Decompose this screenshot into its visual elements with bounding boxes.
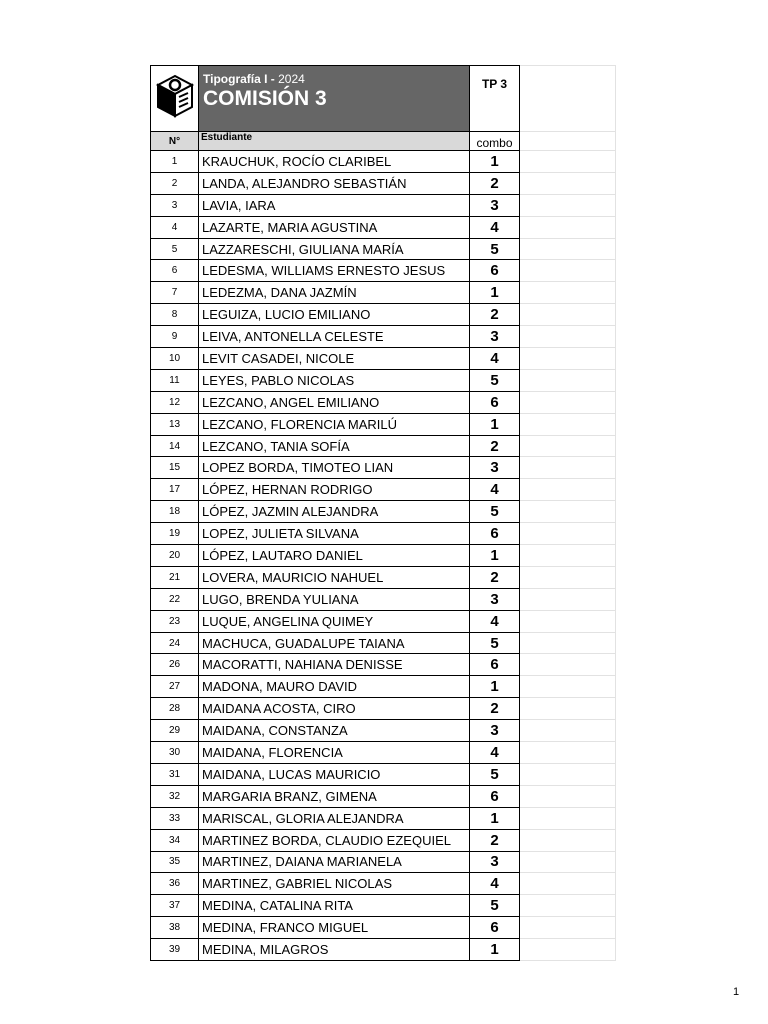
combo-value: 2 <box>470 172 520 194</box>
empty-cell <box>520 742 616 764</box>
combo-column-header: combo <box>470 132 520 151</box>
student-number: 13 <box>151 413 199 435</box>
empty-cell <box>520 369 616 391</box>
table-row <box>151 545 616 567</box>
student-name: LOVERA, MAURICIO NAHUEL <box>199 566 470 588</box>
empty-cell <box>520 939 616 961</box>
combo-value: 3 <box>470 457 520 479</box>
student-number: 5 <box>151 238 199 260</box>
student-number: 9 <box>151 326 199 348</box>
empty-cell <box>520 348 616 370</box>
student-name: LEZCANO, TANIA SOFÍA <box>199 435 470 457</box>
empty-cell <box>520 457 616 479</box>
table-row <box>151 917 616 939</box>
student-name: MAIDANA, LUCAS MAURICIO <box>199 763 470 785</box>
student-name: MARTINEZ, DAIANA MARIANELA <box>199 851 470 873</box>
table-row <box>151 742 616 764</box>
student-number: 6 <box>151 260 199 282</box>
table-row <box>151 348 616 370</box>
combo-value: 6 <box>470 917 520 939</box>
empty-cell <box>520 588 616 610</box>
table-row <box>151 304 616 326</box>
empty-cell <box>520 413 616 435</box>
tp-label: TP 3 <box>470 66 520 132</box>
combo-value: 2 <box>470 698 520 720</box>
empty-cell <box>520 785 616 807</box>
student-name: LEDESMA, WILLIAMS ERNESTO JESUS <box>199 260 470 282</box>
student-number: 19 <box>151 523 199 545</box>
student-number: 35 <box>151 851 199 873</box>
student-sheet <box>150 65 616 961</box>
combo-value: 2 <box>470 304 520 326</box>
commission-title: COMISIÓN 3 <box>203 87 327 110</box>
empty-cell <box>520 676 616 698</box>
combo-value: 6 <box>470 654 520 676</box>
student-number: 39 <box>151 939 199 961</box>
combo-value: 1 <box>470 807 520 829</box>
empty-cell <box>520 132 616 151</box>
student-name: LEIVA, ANTONELLA CELESTE <box>199 326 470 348</box>
table-row <box>151 435 616 457</box>
table-row <box>151 391 616 413</box>
student-name: MACHUCA, GUADALUPE TAIANA <box>199 632 470 654</box>
student-number: 38 <box>151 917 199 939</box>
table-row <box>151 654 616 676</box>
empty-cell <box>520 238 616 260</box>
table-row <box>151 479 616 501</box>
student-number: 14 <box>151 435 199 457</box>
combo-value: 5 <box>470 501 520 523</box>
empty-cell <box>520 501 616 523</box>
student-number: 15 <box>151 457 199 479</box>
empty-cell <box>520 763 616 785</box>
combo-value: 3 <box>470 326 520 348</box>
student-number: 21 <box>151 566 199 588</box>
student-number: 36 <box>151 873 199 895</box>
student-name: MARTINEZ, GABRIEL NICOLAS <box>199 873 470 895</box>
student-name: MADONA, MAURO DAVID <box>199 676 470 698</box>
combo-value: 3 <box>470 194 520 216</box>
course-name: Tipografía I - <box>203 72 279 86</box>
table-row <box>151 282 616 304</box>
table-row <box>151 413 616 435</box>
empty-cell <box>520 917 616 939</box>
student-number: 24 <box>151 632 199 654</box>
table-row <box>151 676 616 698</box>
student-number: 28 <box>151 698 199 720</box>
student-name: LEYES, PABLO NICOLAS <box>199 369 470 391</box>
combo-value: 2 <box>470 829 520 851</box>
student-number: 18 <box>151 501 199 523</box>
student-number: 8 <box>151 304 199 326</box>
student-name: MARTINEZ BORDA, CLAUDIO EZEQUIEL <box>199 829 470 851</box>
table-row <box>151 829 616 851</box>
empty-cell <box>520 304 616 326</box>
combo-value: 1 <box>470 676 520 698</box>
empty-cell <box>520 895 616 917</box>
student-number: 30 <box>151 742 199 764</box>
combo-value: 3 <box>470 720 520 742</box>
student-name: MARISCAL, GLORIA ALEJANDRA <box>199 807 470 829</box>
empty-cell <box>520 698 616 720</box>
student-name: MAIDANA ACOSTA, CIRO <box>199 698 470 720</box>
combo-value: 6 <box>470 391 520 413</box>
empty-cell <box>520 479 616 501</box>
number-column-header: N° <box>151 132 199 151</box>
table-row <box>151 720 616 742</box>
student-number: 31 <box>151 763 199 785</box>
student-number: 12 <box>151 391 199 413</box>
table-row <box>151 172 616 194</box>
student-name: MACORATTI, NAHIANA DENISSE <box>199 654 470 676</box>
student-name: LÓPEZ, LAUTARO DANIEL <box>199 545 470 567</box>
student-name: MAIDANA, CONSTANZA <box>199 720 470 742</box>
student-name: LUQUE, ANGELINA QUIMEY <box>199 610 470 632</box>
page-number: 1 <box>733 986 740 998</box>
student-name: LAZZARESCHI, GIULIANA MARÍA <box>199 238 470 260</box>
combo-value: 4 <box>470 610 520 632</box>
empty-cell <box>520 282 616 304</box>
student-number: 1 <box>151 151 199 173</box>
combo-value: 6 <box>470 260 520 282</box>
combo-value: 4 <box>470 873 520 895</box>
empty-cell <box>520 851 616 873</box>
student-name: LOPEZ BORDA, TIMOTEO LIAN <box>199 457 470 479</box>
student-number: 17 <box>151 479 199 501</box>
empty-cell <box>520 807 616 829</box>
combo-value: 2 <box>470 566 520 588</box>
student-name: LÓPEZ, HERNAN RODRIGO <box>199 479 470 501</box>
empty-cell <box>520 545 616 567</box>
student-number: 27 <box>151 676 199 698</box>
empty-cell <box>520 654 616 676</box>
student-number: 10 <box>151 348 199 370</box>
empty-cell <box>520 610 616 632</box>
table-row <box>151 851 616 873</box>
table-row <box>151 873 616 895</box>
combo-value: 6 <box>470 785 520 807</box>
table-row <box>151 807 616 829</box>
student-name: LEGUIZA, LUCIO EMILIANO <box>199 304 470 326</box>
table-row <box>151 698 616 720</box>
combo-value: 4 <box>470 479 520 501</box>
type-block-icon <box>155 73 195 119</box>
empty-cell <box>520 194 616 216</box>
combo-value: 2 <box>470 435 520 457</box>
combo-value: 4 <box>470 742 520 764</box>
student-column-header: Estudiante <box>199 132 470 151</box>
table-row <box>151 501 616 523</box>
combo-value: 5 <box>470 895 520 917</box>
table-row <box>151 369 616 391</box>
students-table <box>150 65 616 961</box>
empty-cell <box>520 260 616 282</box>
table-row <box>151 632 616 654</box>
table-row <box>151 216 616 238</box>
column-header-row <box>151 132 616 151</box>
combo-value: 1 <box>470 545 520 567</box>
combo-value: 5 <box>470 763 520 785</box>
table-row <box>151 457 616 479</box>
course-logo <box>151 66 199 132</box>
empty-cell <box>520 216 616 238</box>
table-row <box>151 151 616 173</box>
course-title-block <box>199 66 470 132</box>
empty-cell <box>520 720 616 742</box>
table-row <box>151 610 616 632</box>
student-number: 11 <box>151 369 199 391</box>
title-row <box>151 66 616 132</box>
empty-cell <box>520 435 616 457</box>
empty-cell <box>520 829 616 851</box>
course-year: 2024 <box>278 72 305 86</box>
table-row <box>151 566 616 588</box>
combo-value: 1 <box>470 939 520 961</box>
combo-value: 1 <box>470 282 520 304</box>
student-number: 22 <box>151 588 199 610</box>
student-number: 26 <box>151 654 199 676</box>
table-row <box>151 588 616 610</box>
table-row <box>151 785 616 807</box>
combo-value: 4 <box>470 216 520 238</box>
combo-value: 6 <box>470 523 520 545</box>
empty-cell <box>520 172 616 194</box>
table-row <box>151 763 616 785</box>
student-name: MEDINA, FRANCO MIGUEL <box>199 917 470 939</box>
empty-cell <box>520 523 616 545</box>
student-number: 3 <box>151 194 199 216</box>
student-name: LAVIA, IARA <box>199 194 470 216</box>
table-row <box>151 939 616 961</box>
empty-cell <box>520 632 616 654</box>
student-number: 2 <box>151 172 199 194</box>
combo-value: 5 <box>470 238 520 260</box>
student-name: MEDINA, CATALINA RITA <box>199 895 470 917</box>
empty-cell <box>520 566 616 588</box>
student-name: LOPEZ, JULIETA SILVANA <box>199 523 470 545</box>
student-number: 32 <box>151 785 199 807</box>
student-name: LAZARTE, MARIA AGUSTINA <box>199 216 470 238</box>
table-row <box>151 326 616 348</box>
combo-value: 1 <box>470 151 520 173</box>
empty-cell <box>520 66 616 132</box>
student-name: KRAUCHUK, ROCÍO CLARIBEL <box>199 151 470 173</box>
student-name: MAIDANA, FLORENCIA <box>199 742 470 764</box>
empty-cell <box>520 873 616 895</box>
student-number: 23 <box>151 610 199 632</box>
student-name: LEVIT CASADEI, NICOLE <box>199 348 470 370</box>
combo-value: 3 <box>470 851 520 873</box>
student-name: MARGARIA BRANZ, GIMENA <box>199 785 470 807</box>
student-number: 7 <box>151 282 199 304</box>
student-name: LEDEZMA, DANA JAZMÍN <box>199 282 470 304</box>
student-number: 33 <box>151 807 199 829</box>
combo-value: 5 <box>470 369 520 391</box>
student-name: LEZCANO, FLORENCIA MARILÚ <box>199 413 470 435</box>
student-name: LANDA, ALEJANDRO SEBASTIÁN <box>199 172 470 194</box>
empty-cell <box>520 151 616 173</box>
table-row <box>151 895 616 917</box>
empty-cell <box>520 391 616 413</box>
student-number: 34 <box>151 829 199 851</box>
student-name: MEDINA, MILAGROS <box>199 939 470 961</box>
student-number: 4 <box>151 216 199 238</box>
table-row <box>151 260 616 282</box>
combo-value: 4 <box>470 348 520 370</box>
student-number: 29 <box>151 720 199 742</box>
combo-value: 1 <box>470 413 520 435</box>
combo-value: 5 <box>470 632 520 654</box>
table-row <box>151 238 616 260</box>
table-row <box>151 523 616 545</box>
combo-value: 3 <box>470 588 520 610</box>
student-number: 20 <box>151 545 199 567</box>
empty-cell <box>520 326 616 348</box>
student-name: LÓPEZ, JAZMIN ALEJANDRA <box>199 501 470 523</box>
table-row <box>151 194 616 216</box>
student-name: LEZCANO, ANGEL EMILIANO <box>199 391 470 413</box>
student-name: LUGO, BRENDA YULIANA <box>199 588 470 610</box>
student-number: 37 <box>151 895 199 917</box>
